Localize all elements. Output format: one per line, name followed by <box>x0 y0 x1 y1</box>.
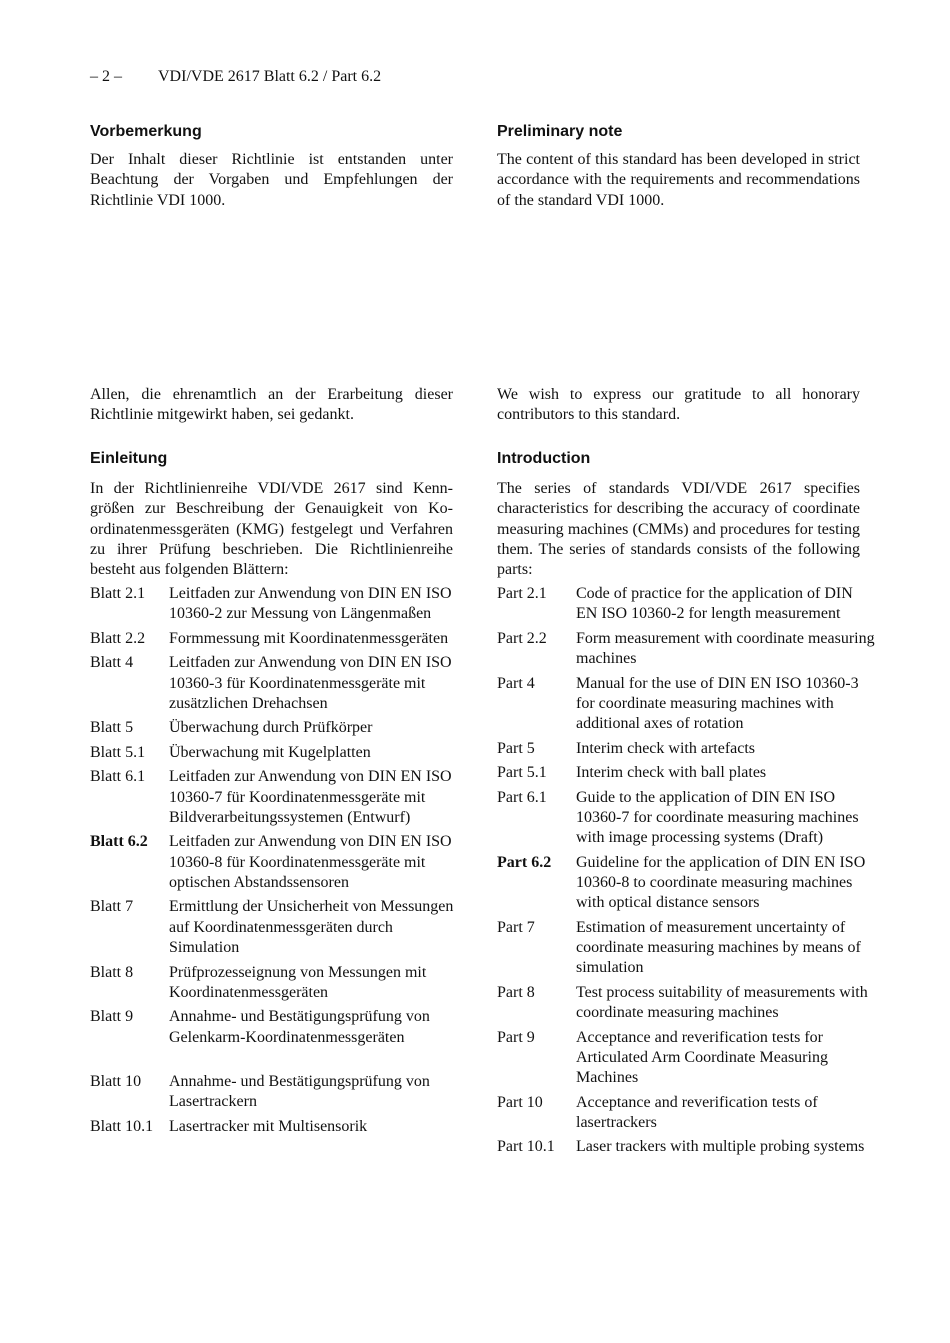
document-title: VDI/VDE 2617 Blatt 6.2 / Part 6.2 <box>158 68 382 85</box>
part-title: Leitfaden zur Anwendung von DIN EN ISO 10360-7 für Koordinatenmessgeräte mit Bildverarbeitungssystemen (Entwurf) <box>169 768 452 826</box>
list-item <box>497 763 877 783</box>
section-heading: Preliminary note <box>497 123 623 140</box>
section-heading: Einleitung <box>90 450 168 467</box>
part-title: Code of practice for the application of DIN EN ISO 10360-2 for length measurement <box>576 585 853 623</box>
list-item <box>90 1072 470 1113</box>
part-number: Part 10 <box>497 1093 543 1111</box>
part-title: Acceptance and reverification tests for Articulated Arm Coordinate Measuring Machines <box>576 1028 828 1087</box>
paragraph: Allen, die ehrenamtlich an der Erarbeitung dieser Richtlinie mitgewirkt haben, sei gedankt. <box>90 386 453 424</box>
part-number: Part 10.1 <box>497 1138 555 1156</box>
list-item <box>90 1117 470 1137</box>
part-title: Guideline for the application of DIN EN ISO 10360-8 to coordinate measuring machines with optical distance sensors <box>576 853 866 912</box>
part-number: Blatt 6.1 <box>90 768 146 786</box>
part-title: Leitfaden zur Anwendung von DIN EN ISO 10360-2 zur Messung von Längenmaßen <box>169 585 452 623</box>
section-heading: Introduction <box>497 450 591 467</box>
list-item <box>90 718 470 738</box>
part-number: Part 6.2 <box>497 853 552 871</box>
list-item <box>90 963 470 1004</box>
paragraph: We wish to express our gratitude to all honorary contributors to this standard. <box>497 386 860 424</box>
acknowledgement-en <box>497 385 860 426</box>
part-title: Leitfaden zur Anwendung von DIN EN ISO 10360-8 für Koordinatenmessgeräte mit optischen Abstandssensoren <box>169 833 452 891</box>
part-title: Überwachung durch Prüfkörper <box>169 719 373 737</box>
page-header <box>90 68 381 86</box>
list-item <box>497 629 877 670</box>
part-title: Prüfprozesseignung von Messungen mit Koordinatenmessgeräten <box>169 963 427 1001</box>
part-number: Part 9 <box>497 1028 535 1046</box>
part-number: Blatt 10 <box>90 1072 142 1090</box>
part-number: Part 6.1 <box>497 788 547 806</box>
part-number: Blatt 7 <box>90 898 134 916</box>
list-item <box>90 653 470 714</box>
part-number: Part 2.2 <box>497 629 547 647</box>
part-title: Estimation of measurement uncertainty of coordinate measuring machines by means of simulation <box>576 918 861 977</box>
section-heading: Vorbemerkung <box>90 123 202 140</box>
preliminary-note-en <box>497 122 860 211</box>
part-number: Part 5 <box>497 739 535 757</box>
part-title: Manual for the use of DIN EN ISO 10360-3 for coordinate measuring machines with additional axes of rotation <box>576 674 859 733</box>
list-item <box>497 983 877 1024</box>
part-title: Annahme- und Bestätigungsprüfung von Gelenkarm-Koordinatenmessgeräten <box>169 1008 430 1046</box>
parts-list-de <box>90 584 470 1141</box>
part-title: Formmessung mit Koordinatenmessgeräten <box>169 629 449 647</box>
part-number: Blatt 6.2 <box>90 833 148 851</box>
list-item <box>90 584 470 625</box>
part-title: Form measurement with coordinate measuring machines <box>576 629 875 668</box>
part-title: Leitfaden zur Anwendung von DIN EN ISO 10360-3 für Koordinatenmessgeräte mit zusätzlichen Drehachsen <box>169 654 452 712</box>
part-title: Acceptance and reverification tests of lasertrackers <box>576 1093 818 1131</box>
part-number: Part 2.1 <box>497 585 547 602</box>
part-title: Interim check with ball plates <box>576 764 767 782</box>
page-number: – 2 – <box>90 68 122 85</box>
part-number: Part 7 <box>497 918 535 936</box>
list-item <box>497 1137 877 1157</box>
list-item <box>497 1093 877 1134</box>
part-number: Blatt 10.1 <box>90 1117 154 1135</box>
list-item <box>90 743 470 763</box>
paragraph: In der Richtlinienreihe VDI/VDE 2617 sind Kenngrößen zur Beschreibung der Genauigkeit von Koordinatenmessgeräten (KMG) festgelegt und Verfahren zu ihrer Prüfung beschrieben. Die Richtlinienreihe besteht aus folgenden Blättern: <box>90 480 453 579</box>
list-item <box>90 629 470 649</box>
part-title: Lasertracker mit Multisensorik <box>169 1117 368 1135</box>
list-item <box>497 584 877 625</box>
list-item <box>497 918 877 979</box>
list-item-current <box>90 832 470 893</box>
introduction-en <box>497 449 860 580</box>
part-title: Test process suitability of measurements with coordinate measuring machines <box>576 983 868 1022</box>
part-number: Blatt 5.1 <box>90 743 146 761</box>
list-item <box>497 1028 877 1089</box>
introduction-de <box>90 449 453 580</box>
part-number: Blatt 5 <box>90 719 134 737</box>
part-title: Laser trackers with multiple probing systems <box>576 1138 865 1156</box>
list-item <box>497 739 877 759</box>
part-number: Part 4 <box>497 674 535 692</box>
part-number: Blatt 2.1 <box>90 585 146 602</box>
list-item <box>90 767 470 828</box>
part-title: Interim check with artefacts <box>576 739 756 757</box>
list-item <box>90 1007 470 1048</box>
part-number: Blatt 2.2 <box>90 629 146 647</box>
paragraph: The series of standards VDI/VDE 2617 specifies characteristics for describing the accuracy of coordinate measuring machines (CMMs) and procedures for testing them. The series of standards consists of the following parts: <box>497 480 860 579</box>
preliminary-note-de <box>90 122 453 211</box>
parts-list-en <box>497 584 877 1162</box>
part-number: Blatt 4 <box>90 654 134 672</box>
list-item <box>497 788 877 849</box>
part-title: Ermittlung der Unsicherheit von Messungen auf Koordinatenmessgeräten durch Simulation <box>169 898 454 957</box>
part-title: Überwachung mit Kugelplatten <box>169 743 371 761</box>
part-number: Blatt 8 <box>90 963 134 981</box>
acknowledgement-de <box>90 385 453 426</box>
paragraph: Der Inhalt dieser Richtlinie ist entstanden unter Beachtung der Vorgaben und Empfehlungen der Richtlinie VDI 1000. <box>90 151 453 209</box>
part-number: Blatt 9 <box>90 1008 134 1026</box>
list-item-current <box>497 853 877 914</box>
part-number: Part 5.1 <box>497 764 547 782</box>
part-number: Part 8 <box>497 983 535 1001</box>
part-title: Guide to the application of DIN EN ISO 10360-7 for coordinate measuring machines with image processing systems (Draft) <box>576 788 859 847</box>
part-title: Annahme- und Bestätigungsprüfung von Lasertrackern <box>169 1072 430 1111</box>
list-item <box>90 897 470 958</box>
list-item <box>497 674 877 735</box>
paragraph: The content of this standard has been developed in strict accordance with the requirements and recommendations of the standard VDI 1000. <box>497 151 860 209</box>
